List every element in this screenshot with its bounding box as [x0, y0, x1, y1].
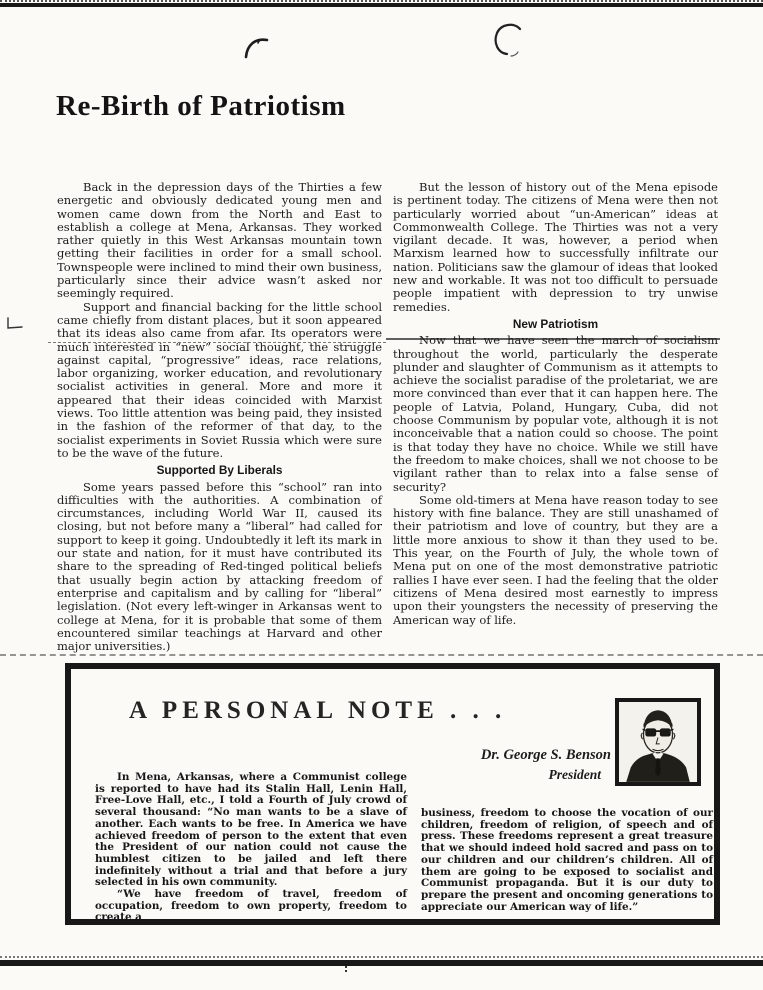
byline-name: Dr. George S. Benson [480, 747, 611, 763]
byline-role: President [548, 767, 601, 782]
article-column-left [57, 181, 382, 653]
pen-circle-mark-icon [487, 21, 527, 61]
article-paragraph: Support and financial backing for the little school came chiefly from distant places, but it soon appeared that its ideas also came from afar. Its operators were much interested in “new” social thought, the struggle against capital, “progressive” ideas, race relations, labor organizing, worker education, and revolutionary socialist activities in general. More and more it appeared that their ideas coincided with Marxist views. Too little attention was being paid, they insisted in the fashion of the reformer of that day, to the socialist experiments in Soviet Russia which were sure to be the wave of the future. [57, 299, 382, 460]
article-paragraph: Some old-timers at Mena have reason today to see history with fine balance. They are still unashamed of their patriotism and love of country, but they are a little more anxious to show it than they used to be. This year, on the Fourth of July, the whole town of Mena put on one of the most demonstrative patriotic rallies I have ever seen. I had the feeling that the older citizens of Mena desired most earnestly to impress upon their youngsters the necessity of preserving the American way of life. [393, 492, 718, 627]
pen-check-mark-icon [4, 316, 26, 334]
note-paragraph: “We have freedom of travel, freedom of occupation, freedom to own property, freedom to create a [95, 888, 407, 924]
section-heading-new-patriotism: New Patriotism [512, 316, 599, 331]
portrait-man-with-glasses-icon [619, 702, 697, 782]
page-title: Re-Birth of Patriotism [56, 90, 346, 122]
note-column-left [95, 772, 407, 924]
personal-note-box [65, 663, 720, 925]
article-paragraph: Back in the depression days of the Thirties a few energetic and obviously dedicated young men and women came down from the North and East to establish a college at Mena, Arkansas. They worked rather quietly in this West Arkansas mountain town getting their facilities in order for a small school. Townspeople were inclined to mind their own business, particularly since their advice wasn’t asked nor seemingly required. [57, 180, 382, 301]
note-column-right [421, 808, 713, 913]
scan-top-edge-bar [0, 3, 763, 7]
personal-note-title: A PERSONAL NOTE . . . [129, 697, 507, 724]
scan-bottom-edge-bar [0, 960, 763, 966]
scan-bottom-dots [0, 956, 763, 958]
scan-fold-line [0, 654, 763, 656]
pen-curl-mark-icon [243, 32, 277, 60]
article-column-right [393, 181, 718, 627]
portrait-dr-benson [615, 698, 701, 786]
note-paragraph: business, freedom to choose the vocation of our children, freedom of religion, of speech and of press. These freedoms represent a great treasure that we should indeed hold sacred and pass on to our children and our children’s children. All of them are going to be exposed to socialist and Communist propaganda. But it is our duty to prepare the present and oncoming generations to appreciate our American way of life.” [421, 807, 713, 913]
note-paragraph: In Mena, Arkansas, where a Communist college is reported to have had its Stalin Hall, Lenin Hall, Free-Love Hall, etc., I told a Fourth of July crowd of several thousand: “No man wants to be a slave of another. Each wants to be free. In America we have achieved freedom of person to the extent that even the President of our nation could not cause the humblest citizen to be jailed and left there indefinitely without a trial and that before a jury selected in his own community. [95, 771, 407, 889]
article-paragraph: But the lesson of history out of the Mena episode is pertinent today. The citizens of Mena were then not particularly worried about “un-American” ideas at Commonwealth College. The Thirties was not a very vigilant decade. It was, however, a period when Marxism learned how to successfully infiltrate our nation. Politicians saw the glamour of ideas that looked new and workable. It was not too difficult to persuade people impatient with depression to try unwise remedies. [393, 180, 718, 314]
article-paragraph: Some years passed before this “school” ran into difficulties with the authorities. A combination of circumstances, including World War II, caused its closing, but not before many a “liberal” had called for support to keep it going. Undoubtedly it left its mark in our state and nation, for it must have contributed its share to the spreading of Red-tinged political beliefs that usually begin action by attacking freedom of enterprise and capitalism and by calling for “liberal” legislation. (Not every left-winger in Arkansas went to college at Mena, for it is probable that some of them encountered similar teachings at Harvard and other major universities.) [57, 479, 382, 654]
article-paragraph: Now that we have seen the march of socialism throughout the world, particularly the desperate plunder and slaughter of Communism as it attempts to achieve the socialist paradise of the proletariat, we are more convinced than ever that it can happen here. The people of Latvia, Poland, Hungary, Cuba, did not choose Communism by popular vote, although it is not inconceivable that a nation could so choose. The point is that today they have no choice. While we still have the freedom to make choices, shall we not choose to be vigilant rather than to relax into a false sense of security? [393, 333, 718, 494]
section-heading-supported-by-liberals: Supported By Liberals [156, 463, 283, 478]
